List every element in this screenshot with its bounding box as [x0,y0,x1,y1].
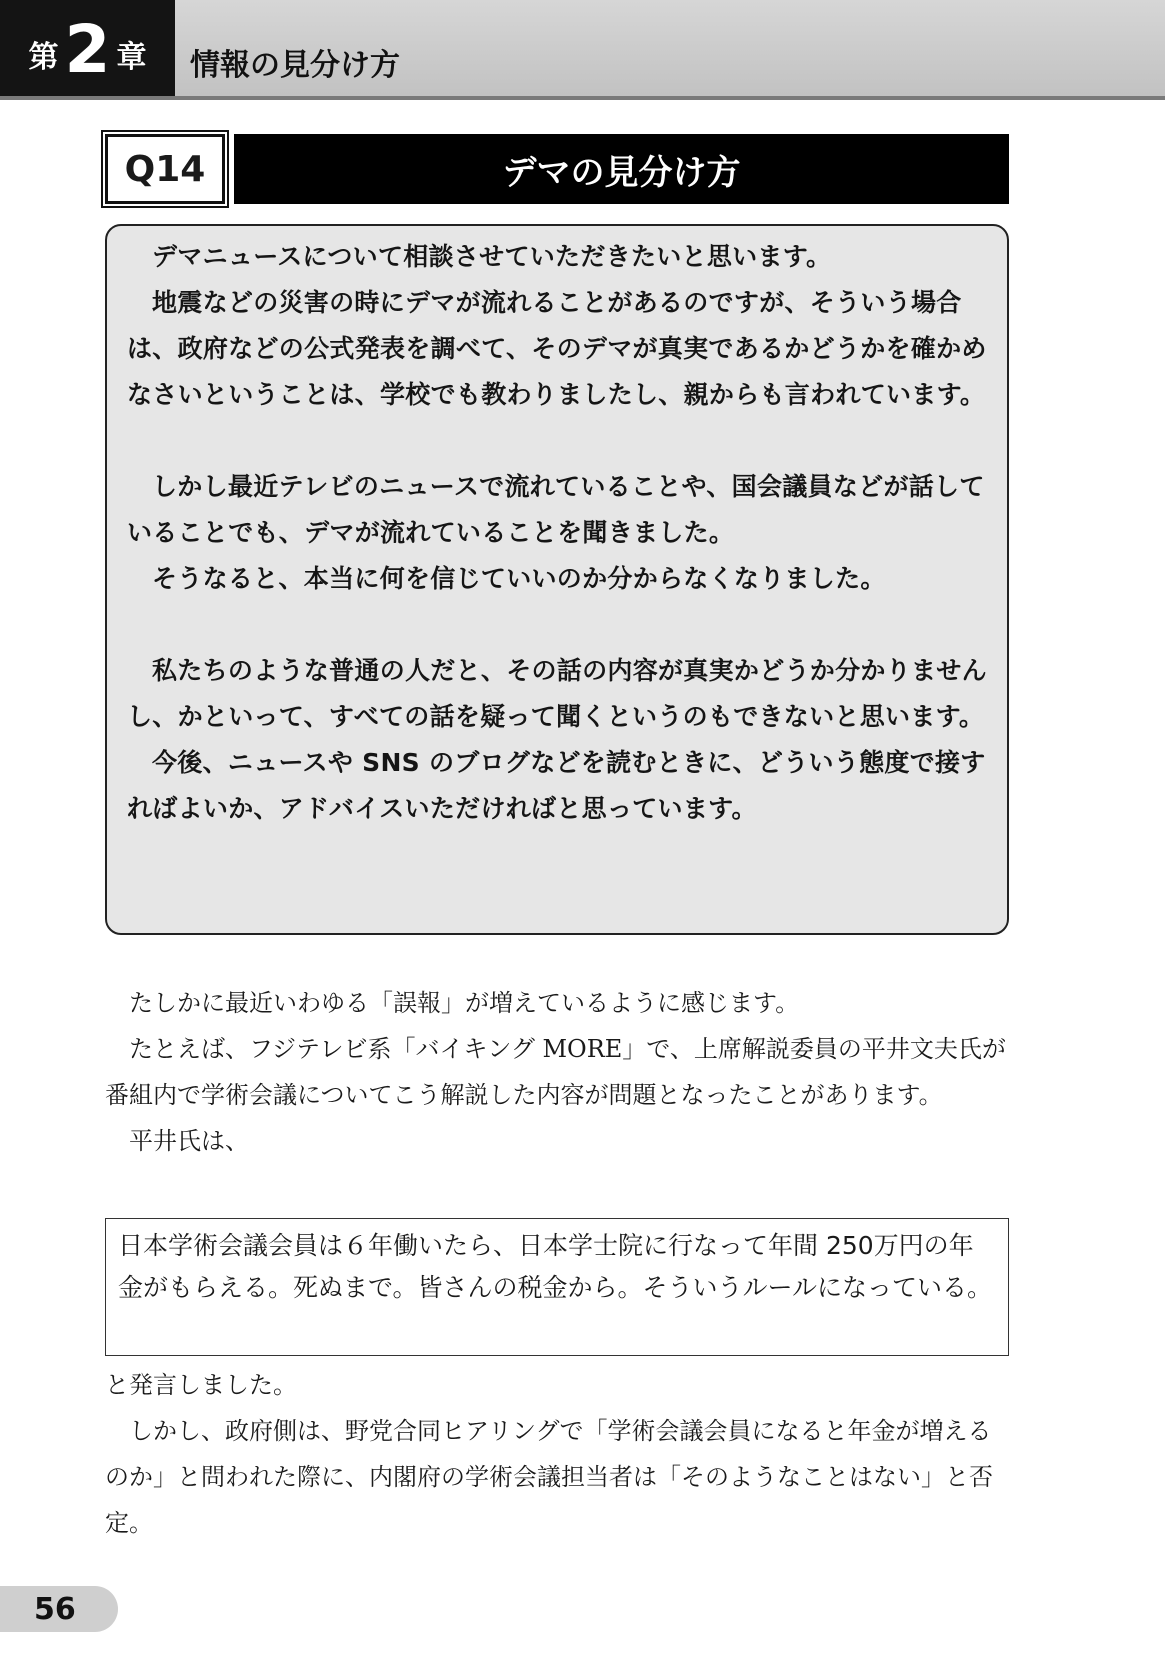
page-number: 56 [0,1586,118,1632]
quote-text: 日本学術会議会員は６年働いたら、日本学士院に行なって年間 250万円の年金がもらえる。死ぬまで。皆さんの税金から。そういうルールになっている。 [118,1231,993,1302]
answer-paragraph: と発言しました。 [105,1371,297,1399]
question-paragraph: デマニュースについて相談させていただきたいと思います。 [152,242,832,271]
question-label: Q14 [105,134,225,204]
chapter-title: 情報の見分け方 [190,48,400,83]
question-paragraph: 私たちのような普通の人だと、その話の内容が真実かどうか分かりませんし、かといって、すべての話を疑って聞くというのもできないと思います。 [127,656,987,731]
chapter-number: 2 [64,11,111,88]
chapter-badge [0,0,175,96]
quote-box [105,1218,1009,1356]
answer-paragraph: たとえば、フジテレビ系「バイキング MORE」で、上席解説委員の平井文夫氏が番組内で学術会議についてこう解説した内容が問題となったことがあります。 [105,1035,1006,1109]
question-paragraph: 地震などの災害の時にデマが流れることがあるのですが、そういう場合は、政府などの公式発表を調べて、そのデマが真実であるかどうかを確かめなさいということは、学校でも教わりましたし、親からも言われています。 [127,288,987,409]
answer-paragraph: しかし、政府側は、野党合同ヒアリングで「学術会議会員になると年金が増えるのか」と問われた際に、内閣府の学術会議担当者は「そのようなことはない」と否定。 [105,1417,993,1537]
answer-paragraph: 平井氏は、 [129,1127,249,1155]
chapter-prefix: 第 [28,40,59,75]
question-paragraph: 今後、ニュースや SNS のブログなどを読むときに、どういう態度で接すればよいか、アドバイスいただければと思っています。 [127,748,986,823]
chapter-header [0,0,1165,100]
chapter-suffix: 章 [116,40,147,75]
question-paragraph: そうなると、本当に何を信じていいのか分からなくなりました。 [152,564,886,593]
answer-text-before [105,980,1009,1164]
answer-paragraph: たしかに最近いわゆる「誤報」が増えているように感じます。 [129,989,800,1017]
question-paragraph: しかし最近テレビのニュースで流れていることや、国会議員などが話していることでも、デマが流れていることを聞きました。 [127,472,985,547]
answer-text-after [105,1362,1009,1546]
question-box [105,224,1009,935]
question-title: デマの見分け方 [234,134,1009,204]
